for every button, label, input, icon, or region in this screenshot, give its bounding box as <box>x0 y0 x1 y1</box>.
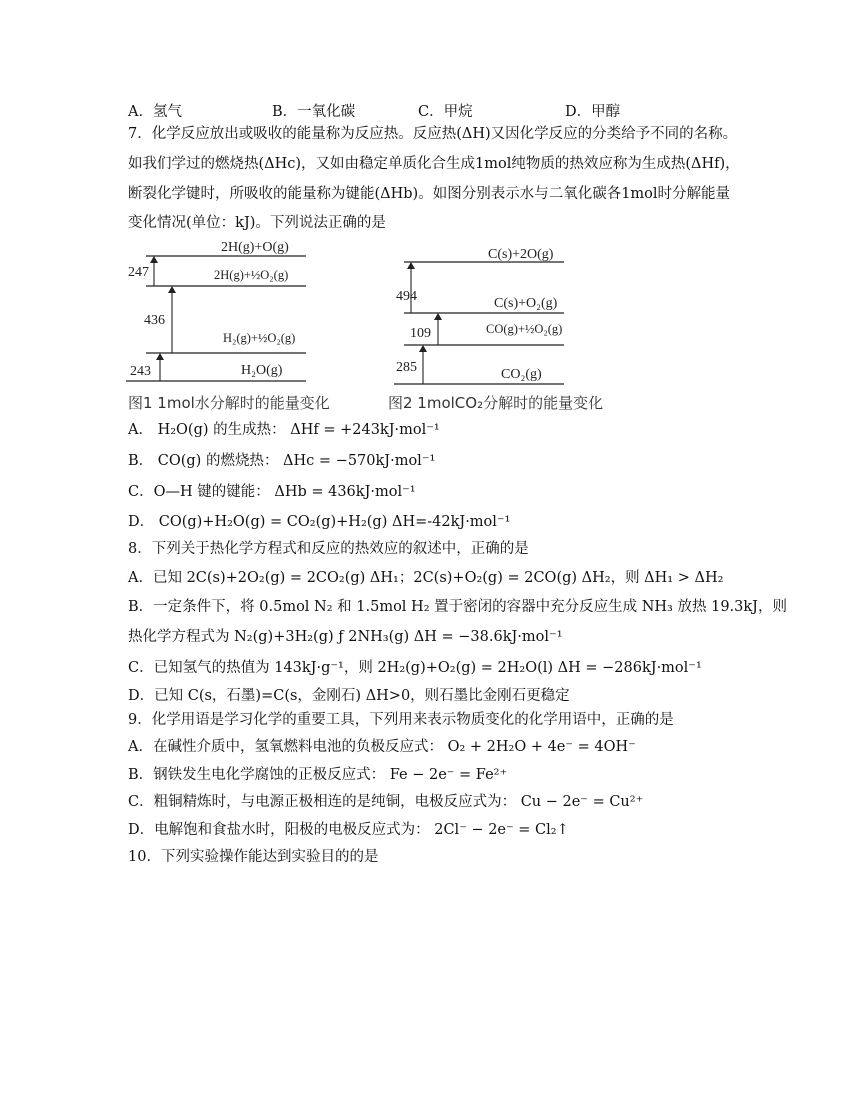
fig1-caption: 图1 1mol水分解时的能量变化 <box>128 394 330 412</box>
q8-option-b-line1: B．一定条件下，将 0.5mol N₂ 和 1.5mol H₂ 置于密闭的容器中充分反应生成 NH₃ 放热 19.3kJ，则 <box>128 599 787 615</box>
fig2-low-label: CO(g)+½O₂(g) <box>486 322 563 336</box>
fig2-bottom-label: CO₂(g) <box>501 367 542 382</box>
q7-stem-line3: 断裂化学键时，所吸收的能量称为键能(ΔHb)。如图分别表示水与二氧化碳各1mol时分解能量 <box>128 186 731 202</box>
q6-option-b: B．一氧化碳 <box>272 104 356 120</box>
fig1-energy-247: 247 <box>128 265 149 280</box>
q7-stem-line4: 变化情况(单位：kJ)。下列说法正确的是 <box>128 215 386 231</box>
q8-option-b-line2: 热化学方程式为 N₂(g)+3H₂(g) ƒ 2NH₃(g) ΔH = −38.6kJ·mol⁻¹ <box>128 629 563 645</box>
q6-option-a: A．氢气 <box>128 104 182 120</box>
fig2-mid-label: C(s)+O₂(g) <box>494 296 558 311</box>
fig1-low-label: H₂(g)+½O₂(g) <box>223 331 296 345</box>
q9-stem: 9．化学用语是学习化学的重要工具，下列用来表示物质变化的化学用语中，正确的是 <box>128 712 674 728</box>
q8-stem: 8．下列关于热化学方程式和反应的热效应的叙述中，正确的是 <box>128 541 529 557</box>
q9-option-d: D．电解饱和食盐水时，阳极的电极反应式为： 2Cl⁻ − 2e⁻ = Cl₂↑ <box>128 822 569 838</box>
q8-option-c: C．已知氢气的热值为 143kJ·g⁻¹，则 2H₂(g)+O₂(g) = 2H₂O(l) ΔH = −286kJ·mol⁻¹ <box>128 660 702 676</box>
q6-option-c: C．甲烷 <box>418 104 473 120</box>
fig2-top-label: C(s)+2O(g) <box>488 247 554 262</box>
q7-stem-line1: 7．化学反应放出或吸收的能量称为反应热。反应热(ΔH)又因化学反应的分类给予不同的名称。 <box>128 126 738 142</box>
figure-2-co2-energy-diagram <box>394 240 579 390</box>
q7-stem-line2: 如我们学过的燃烧热(ΔHc)，又如由稳定单质化合生成1mol纯物质的热效应称为生成热(ΔHf)， <box>128 156 740 172</box>
q6-option-d: D．甲醇 <box>565 104 621 120</box>
figure-1-water-energy-diagram <box>126 236 326 386</box>
q9-option-c: C．粗铜精炼时，与电源正极相连的是纯铜，电极反应式为： Cu − 2e⁻ = Cu²⁺ <box>128 794 644 810</box>
fig1-energy-436: 436 <box>144 313 165 328</box>
fig1-top-label: 2H(g)+O(g) <box>221 240 289 255</box>
q8-option-d: D．已知 C(s，石墨)=C(s，金刚石) ΔH>0，则石墨比金刚石更稳定 <box>128 688 570 704</box>
fig2-energy-109: 109 <box>410 326 431 341</box>
q7-option-d: D． CO(g)+H₂O(g) = CO₂(g)+H₂(g) ΔH=-42kJ·mol⁻¹ <box>128 514 511 530</box>
fig1-mid-label: 2H(g)+½O₂(g) <box>214 268 289 282</box>
q7-option-a: A． H₂O(g) 的生成热： ΔHf = +243kJ·mol⁻¹ <box>128 422 440 438</box>
fig2-caption: 图2 1molCO₂分解时的能量变化 <box>388 394 604 412</box>
q9-option-a: A．在碱性介质中，氢氧燃料电池的负极反应式： O₂ + 2H₂O + 4e⁻ = 4OH⁻ <box>128 739 636 755</box>
fig1-bottom-label: H₂O(g) <box>241 363 283 378</box>
q9-option-b: B．钢铁发生电化学腐蚀的正极反应式： Fe − 2e⁻ = Fe²⁺ <box>128 767 508 783</box>
q7-option-c: C．O—H 键的键能： ΔHb = 436kJ·mol⁻¹ <box>128 484 416 500</box>
q8-option-a: A．已知 2C(s)+2O₂(g) = 2CO₂(g) ΔH₁；2C(s)+O₂(g) = 2CO(g) ΔH₂，则 ΔH₁ > ΔH₂ <box>128 570 724 586</box>
fig2-energy-494: 494 <box>396 289 417 304</box>
fig2-energy-285: 285 <box>396 360 417 375</box>
fig1-energy-243: 243 <box>130 364 151 379</box>
q7-option-b: B． CO(g) 的燃烧热： ΔHc = −570kJ·mol⁻¹ <box>128 453 436 469</box>
q10-stem: 10．下列实验操作能达到实验目的的是 <box>128 849 379 865</box>
